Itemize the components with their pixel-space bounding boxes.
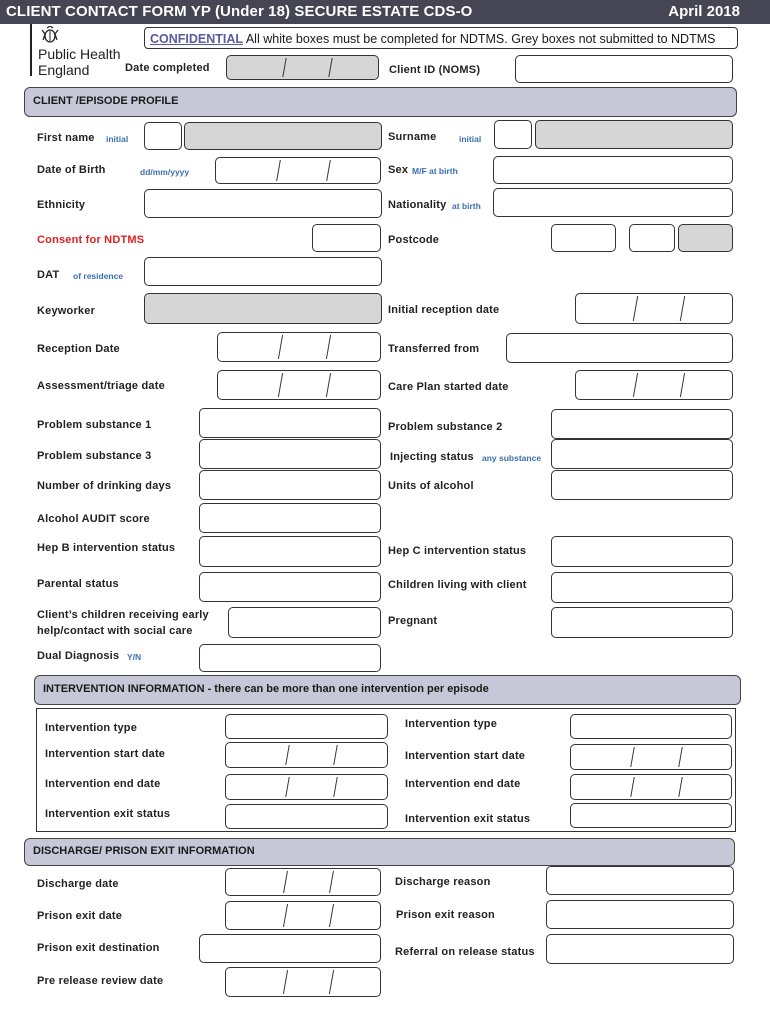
intervention-end-field-b[interactable] xyxy=(570,774,732,800)
intervention-type-field-a[interactable] xyxy=(225,714,388,739)
intervention-end-field-a[interactable] xyxy=(225,774,388,800)
prison-exit-reason-field[interactable] xyxy=(546,900,734,929)
form-date: April 2018 xyxy=(668,3,740,20)
first-name-initial-field[interactable] xyxy=(144,122,182,150)
postcode-part1-field[interactable] xyxy=(551,224,616,252)
intervention-exit-field-a[interactable] xyxy=(225,804,388,829)
initial-reception-label: Initial reception date xyxy=(388,304,500,316)
pre-release-review-label: Pre release review date xyxy=(37,975,164,987)
units-alcohol-label: Units of alcohol xyxy=(388,480,474,492)
problem-substance-2-field[interactable] xyxy=(551,409,733,439)
royal-crest-icon xyxy=(38,26,62,44)
prison-exit-destination-field[interactable] xyxy=(199,934,381,963)
initial-reception-field[interactable] xyxy=(575,293,733,324)
drinking-days-field[interactable] xyxy=(199,470,381,500)
parental-status-label: Parental status xyxy=(37,578,119,590)
discharge-date-label: Discharge date xyxy=(37,878,119,890)
surname-label: Surname xyxy=(388,131,437,143)
first-name-label: First name xyxy=(37,132,95,144)
children-early-help-field[interactable] xyxy=(228,607,381,638)
prison-exit-date-field[interactable] xyxy=(225,901,381,930)
postcode-part3-field[interactable] xyxy=(678,224,733,252)
title-bar xyxy=(0,0,770,24)
discharge-reason-field[interactable] xyxy=(546,866,734,895)
hep-b-label: Hep B intervention status xyxy=(37,542,176,554)
injecting-status-hint: any substance xyxy=(482,453,542,463)
consent-label: Consent for NDTMS xyxy=(37,234,145,246)
intervention-type-field-b[interactable] xyxy=(570,714,732,739)
intervention-type-label-b: Intervention type xyxy=(405,718,498,730)
confidential-label: CONFIDENTIAL xyxy=(150,32,244,46)
logo-line1: Public Health xyxy=(38,46,121,62)
problem-substance-1-label: Problem substance 1 xyxy=(37,419,152,431)
parental-status-field[interactable] xyxy=(199,572,381,602)
nationality-hint: at birth xyxy=(452,201,481,211)
discharge-section-header: DISCHARGE/ PRISON EXIT INFORMATION xyxy=(24,838,735,866)
children-living-field[interactable] xyxy=(551,572,733,603)
client-id-field[interactable] xyxy=(515,55,733,83)
reception-date-field[interactable] xyxy=(217,332,381,362)
first-name-field[interactable] xyxy=(184,122,382,150)
sex-field[interactable] xyxy=(493,156,733,184)
hep-c-field[interactable] xyxy=(551,536,733,567)
logo-rule xyxy=(30,24,32,76)
postcode-label: Postcode xyxy=(388,234,440,246)
transferred-from-label: Transferred from xyxy=(388,343,480,355)
dob-label: Date of Birth xyxy=(37,164,106,176)
problem-substance-2-label: Problem substance 2 xyxy=(388,421,503,433)
nationality-label: Nationality xyxy=(388,199,447,211)
surname-initial-field[interactable] xyxy=(494,120,532,149)
intervention-section-header: INTERVENTION INFORMATION - there can be more than one intervention per episode xyxy=(34,675,741,705)
date-completed-field[interactable] xyxy=(226,55,379,80)
confidential-notice xyxy=(144,27,738,49)
dat-hint: of residence xyxy=(73,271,124,281)
keyworker-label: Keyworker xyxy=(37,305,96,317)
injecting-status-label: Injecting status xyxy=(390,451,474,463)
referral-release-field[interactable] xyxy=(546,934,734,964)
reception-date-label: Reception Date xyxy=(37,343,120,355)
client-id-label: Client ID (NOMS) xyxy=(389,64,481,76)
assessment-date-field[interactable] xyxy=(217,370,381,400)
injecting-status-field[interactable] xyxy=(551,439,733,469)
surname-field[interactable] xyxy=(535,120,733,149)
intervention-end-label-b: Intervention end date xyxy=(405,778,521,790)
children-early-help-label-1: Client’s children receiving early xyxy=(37,609,209,621)
profile-section-header: CLIENT /EPISODE PROFILE xyxy=(24,87,737,117)
date-completed-label: Date completed xyxy=(125,62,210,74)
referral-release-label: Referral on release status xyxy=(395,946,535,958)
pregnant-label: Pregnant xyxy=(388,615,438,627)
problem-substance-1-field[interactable] xyxy=(199,408,381,438)
transferred-from-field[interactable] xyxy=(506,333,733,363)
dual-diagnosis-label: Dual Diagnosis xyxy=(37,650,120,662)
care-plan-label: Care Plan started date xyxy=(388,381,509,393)
hep-b-field[interactable] xyxy=(199,536,381,567)
form-title: CLIENT CONTACT FORM YP (Under 18) SECURE ESTATE CDS-O xyxy=(6,3,473,20)
audit-score-label: Alcohol AUDIT score xyxy=(37,513,150,525)
discharge-date-field[interactable] xyxy=(225,868,381,896)
hep-c-label: Hep C intervention status xyxy=(388,545,527,557)
ethnicity-field[interactable] xyxy=(144,189,382,218)
children-living-label: Children living with client xyxy=(388,579,527,591)
children-early-help-label-2: help/contact with social care xyxy=(37,625,193,637)
discharge-reason-label: Discharge reason xyxy=(395,876,491,888)
keyworker-field[interactable] xyxy=(144,293,382,324)
phe-logo xyxy=(30,24,130,80)
dual-diagnosis-hint: Y/N xyxy=(127,652,142,662)
pre-release-review-field[interactable] xyxy=(225,967,381,997)
intervention-start-field-a[interactable] xyxy=(225,742,388,768)
prison-exit-destination-label: Prison exit destination xyxy=(37,942,160,954)
intervention-type-label-a: Intervention type xyxy=(45,722,138,734)
intervention-exit-label-b: Intervention exit status xyxy=(405,813,531,825)
surname-hint: initial xyxy=(459,134,482,144)
units-alcohol-field[interactable] xyxy=(551,470,733,500)
dat-field[interactable] xyxy=(144,257,382,286)
intervention-start-label-b: Intervention start date xyxy=(405,750,526,762)
nationality-field[interactable] xyxy=(493,188,733,217)
problem-substance-3-label: Problem substance 3 xyxy=(37,450,152,462)
intervention-exit-field-b[interactable] xyxy=(570,803,732,828)
prison-exit-reason-label: Prison exit reason xyxy=(396,909,495,921)
assessment-date-label: Assessment/triage date xyxy=(37,380,165,392)
sex-label: Sex xyxy=(388,164,409,176)
notice-text: All white boxes must be completed for NDTMS. Grey boxes not submitted to NDTMS xyxy=(243,32,716,46)
intervention-end-label-a: Intervention end date xyxy=(45,778,161,790)
intervention-start-label-a: Intervention start date xyxy=(45,748,166,760)
dob-hint: dd/mm/yyyy xyxy=(140,167,190,177)
sex-hint: M/F at birth xyxy=(412,166,458,176)
postcode-part2-field[interactable] xyxy=(629,224,675,252)
dual-diagnosis-field[interactable] xyxy=(199,644,381,672)
prison-exit-date-label: Prison exit date xyxy=(37,910,123,922)
intervention-start-field-b[interactable] xyxy=(570,744,732,770)
consent-field[interactable] xyxy=(312,224,381,252)
logo-line2: England xyxy=(38,62,90,78)
first-name-hint: initial xyxy=(106,134,129,144)
dat-label: DAT xyxy=(37,269,60,281)
pregnant-field[interactable] xyxy=(551,607,733,638)
care-plan-field[interactable] xyxy=(575,370,733,400)
intervention-exit-label-a: Intervention exit status xyxy=(45,808,171,820)
ethnicity-label: Ethnicity xyxy=(37,199,86,211)
audit-score-field[interactable] xyxy=(199,503,381,533)
problem-substance-3-field[interactable] xyxy=(199,439,381,469)
dob-field[interactable] xyxy=(215,157,381,184)
drinking-days-label: Number of drinking days xyxy=(37,480,172,492)
